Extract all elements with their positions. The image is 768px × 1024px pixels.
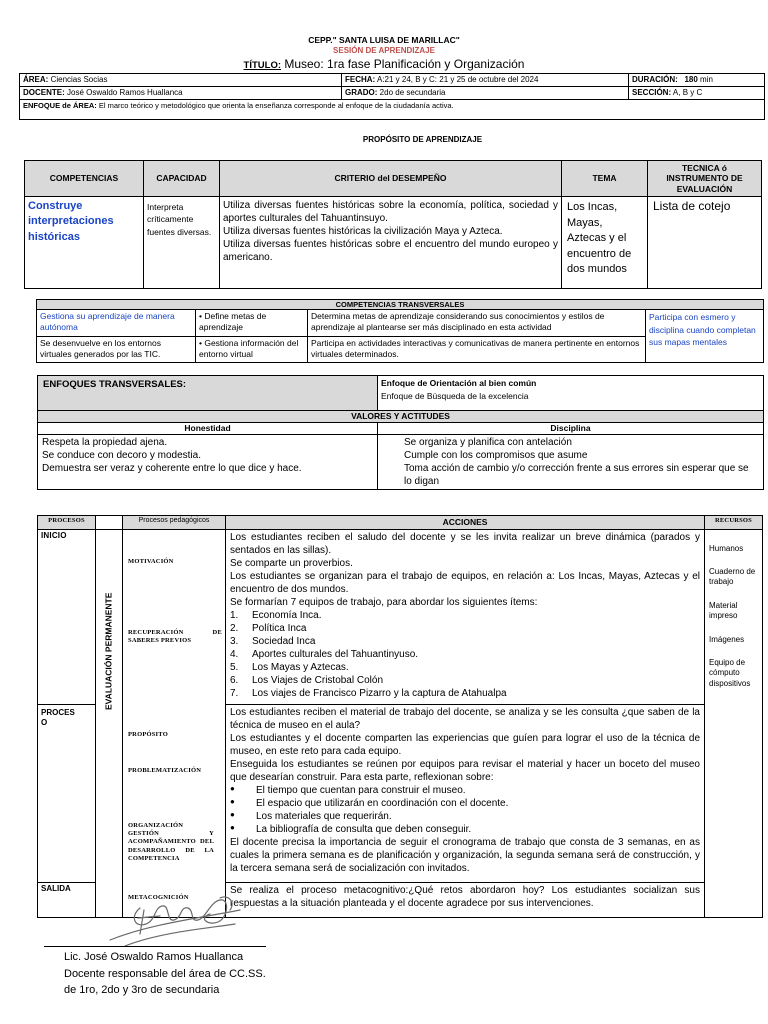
enfoque-1: Enfoque de Orientación al bien común [381, 378, 537, 388]
item-row [230, 687, 700, 700]
acciones-proceso [226, 704, 705, 882]
recursos-list [709, 544, 758, 690]
item-number: 3. [230, 635, 239, 647]
enfoques-table [37, 375, 764, 490]
eval-permanente: EVALUACIÓN PERMANENTE [103, 592, 114, 710]
inicio-p3: Los estudiantes se organizan para el trabajo de equipos, en relación a: Los Incas, Mayas, Aztecas y el encuentro de dos mundos. [230, 570, 700, 595]
item-text: Economía Inca. [252, 609, 322, 621]
duracion-cell: DURACIÓN: 180 min [629, 74, 765, 87]
bullet-icon: ● [230, 796, 235, 806]
signer-role: Docente responsable del área de CC.SS. [64, 967, 266, 980]
docente-cell: DOCENTE: José Oswaldo Ramos Huallanca [20, 87, 342, 100]
item-number: 5. [230, 661, 239, 673]
trans-eval: Participa con esmero y disciplina cuando completan sus mapas mentales [646, 310, 764, 363]
tema-cell: Los Incas, Mayas, Aztecas y el encuentro de dos mundos [562, 197, 648, 289]
page-title [0, 57, 768, 71]
transversales-table [36, 299, 764, 363]
col-recursos: RECURSOS [705, 516, 763, 530]
inicio-p2: Se comparte un proverbios. [230, 557, 353, 569]
item-number: 4. [230, 648, 239, 660]
recurso-item: Equipo de cómputo dispositivos [709, 657, 751, 688]
bullet-row [230, 797, 700, 810]
enfoques-list [378, 376, 764, 411]
col-pedagogicos: Procesos pedagógicos [123, 516, 226, 530]
tecnica-cell: Lista de cotejo [648, 197, 762, 289]
area-cell: ÁREA: Ciencias Socias [20, 74, 342, 87]
valores-heading: VALORES Y ACTITUDES [38, 411, 764, 423]
trans-comp-2: Se desenvuelve en los entornos virtuales generados por las TIC. [37, 337, 196, 363]
item-text: Sociedad Inca [252, 635, 316, 647]
disciplina-2: Cumple con los compromisos que asume [404, 449, 588, 461]
item-text: Aportes culturales del Tahuantinyuso. [252, 648, 419, 660]
honestidad-1: Respeta la propiedad ajena. [42, 436, 168, 448]
trans-comp-1: Gestiona su aprendizaje de manera autónoma [37, 310, 196, 337]
item-text: Los Mayas y Aztecas. [252, 661, 349, 673]
pp-motivacion: MOTIVACIÓN [128, 557, 174, 565]
disciplina-cell [378, 434, 764, 489]
inicio-p1: Los estudiantes reciben el saludo del docente y se les invita realizar un breve dinámica (parados y sentados en las sillas). [230, 531, 700, 556]
pp-organizacion: ORGANIZACIÓN GESTIÓN Y ACOMPAÑAMIENTO DEL DESARROLLO DE LA COMPETENCIA [128, 822, 214, 862]
proceso-p3: Enseguida los estudiantes se reúnen por equipos para revisar el material y hacer un boceto del museo que desearían construir. Para esta parte, reflexionan sobre: [230, 758, 700, 783]
proceso-p2: Los estudiantes y el docente comparten las experiencias que guíen para lograr el uso de la técnica de museo, en este reto para cada equipo. [230, 732, 700, 757]
pp-inicio-cell [123, 529, 226, 704]
item-text: Los viajes de Francisco Pizarro y la captura de Atahualpa [252, 687, 507, 699]
recurso-item: Cuaderno de trabajo [709, 567, 756, 587]
honestidad-2: Se conduce con decoro y modestia. [42, 449, 201, 461]
trans-cap-1: • Define metas de aprendizaje [196, 310, 308, 337]
bullet-text: La bibliografía de consulta que deben conseguir. [256, 823, 472, 835]
competencia-cell: Construye interpretaciones históricas [25, 197, 144, 289]
col-competencias: COMPETENCIAS [25, 161, 144, 197]
honestidad-3: Demuestra ser veraz y coherente entre lo que dice y hace. [42, 462, 302, 474]
col-acciones: ACCIONES [226, 516, 705, 530]
trans-desc-2: Participa en actividades interactivas y comunicativas de manera pertinente en entornos virtuales determinados. [308, 337, 646, 363]
item-row [230, 661, 700, 674]
col-tema: TEMA [562, 161, 648, 197]
proc-salida: SALIDA [38, 882, 96, 917]
signer-name: Lic. José Oswaldo Ramos Huallanca [64, 951, 244, 963]
bullets-list [230, 784, 700, 836]
signature-block [64, 949, 266, 999]
criterio-2: Utiliza diversas fuentes históricas la civilización Maya y Azteca. [223, 226, 503, 237]
col-procesos: PROCESOS [38, 516, 96, 530]
title-value: Museo: 1ra fase Planificación y Organización [281, 57, 525, 71]
recurso-item: Imágenes [709, 634, 745, 644]
honestidad-cell [38, 434, 378, 489]
session-label: SESIÓN DE APRENDIZAJE [333, 46, 435, 55]
recursos-cell [705, 529, 763, 917]
enfoque-area-cell: ENFOQUE de ÁREA: El marco teórico y metodológico que orienta la enseñanza corresponde al enfoque de la ciudadanía activa. [20, 100, 765, 120]
bullet-text: El tiempo que cuentan para construir el museo. [256, 784, 466, 796]
acciones-inicio [226, 529, 705, 704]
proceso-p4: El docente precisa la importancia de seguir el cronograma de trabajo que consta de 3 semanas, en as cuales la primera semana es de planificación y organización, la segunda semana será de construcción, y la tercera semana será de socialización con invitados. [230, 836, 700, 874]
proposito-heading: PROPÓSITO DE APRENDIZAJE [362, 135, 483, 144]
bullet-text: Los materiales que requerirán. [256, 810, 392, 822]
col-honestidad: Honestidad [38, 423, 378, 435]
bullet-icon: ● [230, 822, 235, 832]
recurso-item: Humanos [709, 543, 744, 553]
bullet-row [230, 810, 700, 823]
sesion-table [37, 515, 763, 918]
criterio-3: Utiliza diversas fuentes históricas sobre el encuentro del mundo europeo y americano. [223, 239, 558, 263]
bullet-icon: ● [230, 783, 235, 793]
seccion-cell: SECCIÓN: A, B y C [629, 87, 765, 100]
pp-proposito: PROPÓSITO [128, 731, 168, 739]
disciplina-3: Toma acción de cambio y/o corrección frente a sus errores sin esperar que se lo digan [404, 462, 749, 487]
item-row [230, 635, 700, 648]
pp-recuperacion: RECUPERACIÓN DE SABERES PREVIOS [128, 628, 222, 644]
items-list [230, 609, 700, 700]
enfoques-heading: ENFOQUES TRANSVERSALES: [38, 376, 378, 411]
col-capacidad: CAPACIDAD [144, 161, 220, 197]
pp-metacognicion: METACOGNICIÓN [128, 894, 189, 902]
trans-desc-1: Determina metas de aprendizaje considerando sus conocimientos y estilos de aprendizaje al plantearse ser más disciplinado en esta actividad [308, 310, 646, 337]
pp-problematizacion: PROBLEMATIZACIÓN [128, 767, 202, 775]
bullet-icon: ● [230, 809, 235, 819]
pp-proceso-cell [123, 704, 226, 882]
criterio-cell [220, 197, 562, 289]
col-tecnica: TECNICA ó INSTRUMENTO DE EVALUACIÓN [648, 161, 762, 197]
recurso-item: Material impreso [709, 600, 738, 621]
item-number: 7. [230, 687, 239, 699]
info-table [19, 73, 765, 120]
item-row [230, 674, 700, 687]
proc-inicio: INICIO [38, 529, 96, 704]
enfoque-2: Enfoque de Búsqueda de la excelencia [381, 390, 529, 401]
proceso-p1: Los estudiantes reciben el material de trabajo del docente, se analiza y se les consulta ¿que saben de la técnica de museo en el aula? [230, 706, 700, 731]
proc-proceso: PROCES O [38, 704, 96, 882]
bullet-text: El espacio que utilizarán en coordinación con el docente. [256, 797, 509, 809]
signer-grades: de 1ro, 2do y 3ro de secundaria [64, 984, 220, 996]
capacidad-cell: Interpreta críticamente fuentes diversas. [144, 197, 220, 289]
col-criterio: CRITERIO del DESEMPEÑO [220, 161, 562, 197]
item-text: Los Viajes de Cristobal Colón [252, 674, 384, 686]
acciones-salida: Se realiza el proceso metacognitivo:¿Qué retos abordaron hoy? Los estudiantes socializan sus respuestas a la situación planteada y el docente agradece por sus intervenciones. [226, 882, 705, 917]
item-row [230, 609, 700, 622]
item-row [230, 622, 700, 635]
title-label: TÍTULO: [243, 60, 281, 71]
inicio-p4: Se formarían 7 equipos de trabajo, para abordar los siguientes ítems: [230, 596, 538, 608]
signature-line [44, 946, 266, 947]
bullet-row [230, 823, 700, 836]
fecha-cell: FECHA: A:21 y 24, B y C: 21 y 25 de octubre del 2024 [342, 74, 629, 87]
item-number: 6. [230, 674, 239, 686]
transversales-heading: COMPETENCIAS TRANSVERSALES [37, 300, 764, 310]
eval-permanente-cell [96, 529, 123, 917]
item-text: Política Inca [252, 622, 307, 634]
trans-cap-2: • Gestiona información del entorno virtual [196, 337, 308, 363]
criterio-1: Utiliza diversas fuentes históricas sobre la economía, política, sociedad y aportes culturales del Tahuantinsuyo. [223, 200, 558, 224]
col-disciplina: Disciplina [378, 423, 764, 435]
bullet-row [230, 784, 700, 797]
proposito-table [24, 160, 762, 289]
signature-image [70, 888, 270, 950]
item-row [230, 648, 700, 661]
disciplina-1: Se organiza y planifica con antelación [404, 436, 572, 448]
item-number: 2. [230, 622, 239, 634]
school-name: CEPP." SANTA LUISA DE MARILLAC" [308, 35, 460, 45]
item-number: 1. [230, 609, 239, 621]
grado-cell: GRADO: 2do de secundaria [342, 87, 629, 100]
